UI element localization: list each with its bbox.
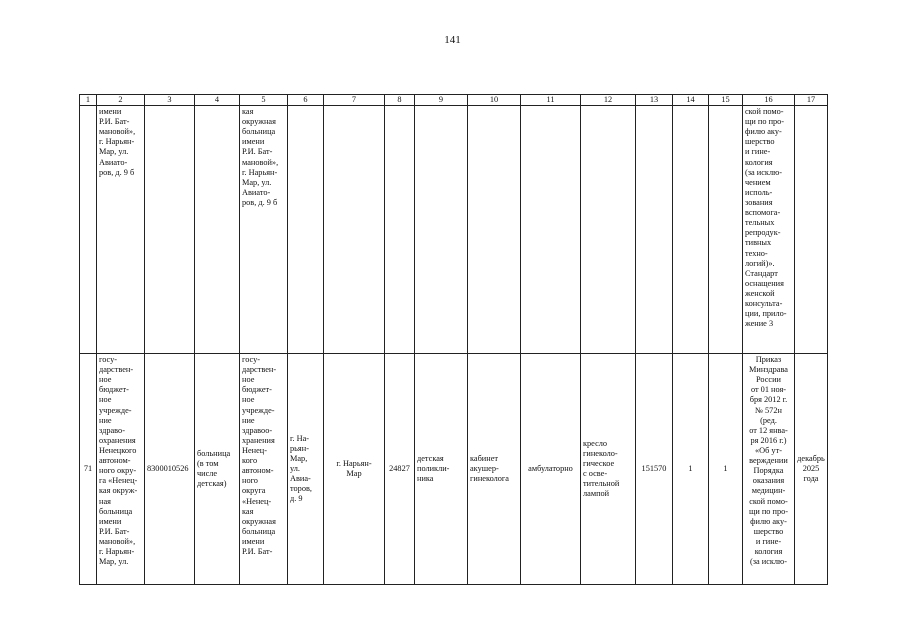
equipment-code-cell: 151570 <box>636 354 673 585</box>
column-number: 13 <box>636 95 673 106</box>
regulation-cell: Приказ Минздрава России от 01 ноя- бря 2012 г. № 572н (ред. от 12 янва- ря 2016 г.) «Об ут- верждении Порядка оказания медицин- ской помо- щи по про- филю аку- шерство и гине- кология (за исклю- <box>743 354 795 585</box>
code-cell: 24827 <box>385 354 415 585</box>
column-number: 7 <box>324 95 385 106</box>
address-cell: г. На- рьян- Мар, ул. Авиа- торов, д. 9 <box>288 354 324 585</box>
column-number: 10 <box>468 95 521 106</box>
column-number: 4 <box>195 95 240 106</box>
institution-name-cell: имени Р.И. Бат- мановой», г. Нарьян- Мар, ул. Авиато- ров, д. 9 б <box>97 106 145 354</box>
institution-name-cell: госу- дарствен- ное бюджет- ное учрежде- ние здраво- охранения Ненецкого автоном- ного окру- га «Ненец- кая окруж- ная больница имени Р.И. Бат- мановой», г. Нарьян- Мар, ул. <box>97 354 145 585</box>
column-number: 3 <box>145 95 195 106</box>
equipment-table <box>79 94 828 585</box>
column-number-row <box>80 95 828 106</box>
column-number: 16 <box>743 95 795 106</box>
table-row <box>80 354 828 585</box>
quantity-cell: 1 <box>709 354 743 585</box>
column-number: 2 <box>97 95 145 106</box>
institution-type-cell: больница (в том числе детская) <box>195 354 240 585</box>
row-number-cell: 71 <box>80 354 97 585</box>
column-number: 11 <box>521 95 581 106</box>
column-number: 9 <box>415 95 468 106</box>
column-number: 8 <box>385 95 415 106</box>
column-number: 17 <box>795 95 828 106</box>
deadline-cell: декабрь 2025 года <box>795 354 828 585</box>
column-number: 14 <box>673 95 709 106</box>
city-cell: г. Нарьян- Мар <box>324 354 385 585</box>
institution-address-cell: кая окружная больница имени Р.И. Бат- мановой», г. Нарьян- Мар, ул. Авиато- ров, д. 9 б <box>240 106 288 354</box>
regulation-cell: ской помо- щи по про- филю аку- шерство и гине- кология (за исклю- чением исполь- зования вспомога- тельных репродук- тивных техно- логий)». Стандарт оснащения женской консульта- ции, прило- жение 3 <box>743 106 795 354</box>
page-number: 141 <box>444 34 461 46</box>
equipment-cell: кресло гинеколо- гическое с осве- тительной лампой <box>581 354 636 585</box>
department-cell: детская поликли- ника <box>415 354 468 585</box>
column-number: 5 <box>240 95 288 106</box>
table-row <box>80 106 828 354</box>
care-form-cell: амбулаторно <box>521 354 581 585</box>
column-number: 15 <box>709 95 743 106</box>
column-number: 12 <box>581 95 636 106</box>
column-number: 6 <box>288 95 324 106</box>
column-number: 1 <box>80 95 97 106</box>
institution-address-cell: госу- дарствен- ное бюджет- ное учрежде- ние здравоо- хранения Ненец- кого автоном- ного округа «Ненец- кая окружная больница имени Р.И. Бат- <box>240 354 288 585</box>
inn-cell: 8300010526 <box>145 354 195 585</box>
quantity-cell: 1 <box>673 354 709 585</box>
cabinet-cell: кабинет акушер- гинеколога <box>468 354 521 585</box>
